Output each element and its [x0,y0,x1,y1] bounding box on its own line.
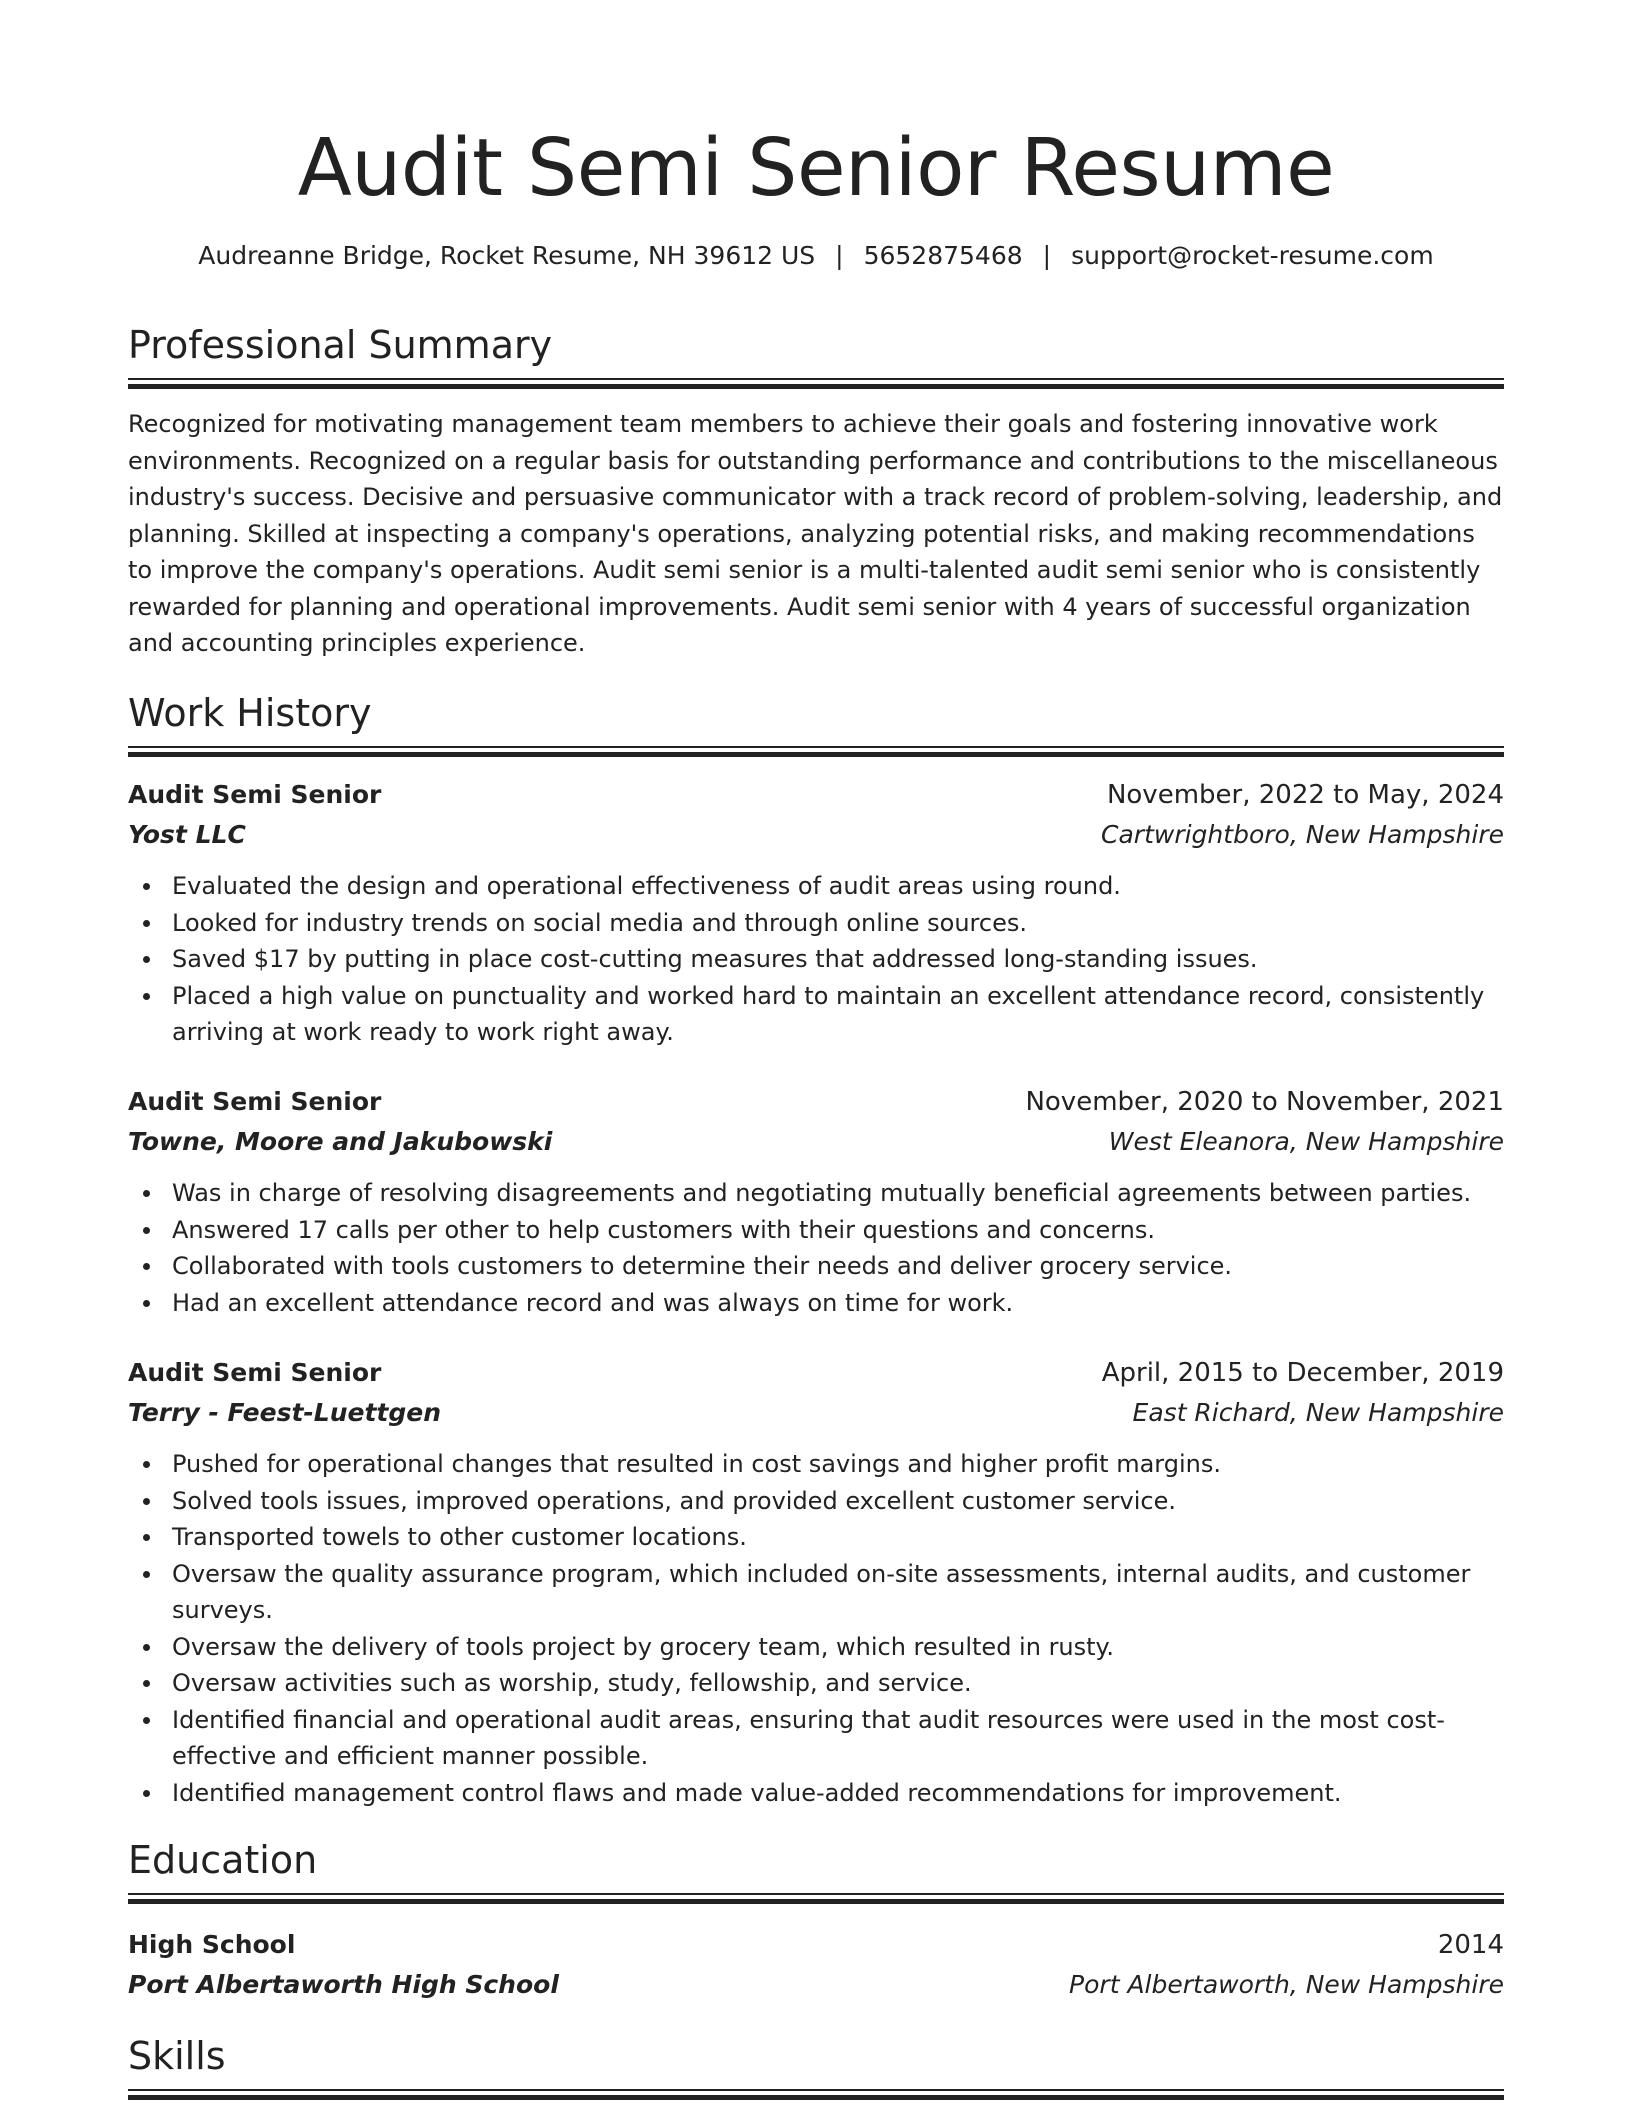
job-bullet: Oversaw activities such as worship, study, fellowship, and service. [128,1665,1504,1702]
job-dates: April, 2015 to December, 2019 [1101,1358,1504,1388]
bullet-icon [143,1790,150,1797]
job-company: Yost LLC [128,820,246,849]
job-entry [128,1353,1504,1807]
job-header [128,1353,1504,1393]
contact-address: Audreanne Bridge, Rocket Resume, NH 39612 US [198,241,816,270]
job-subheader [128,1122,1504,1162]
bullet-icon [143,1263,150,1270]
section-divider [128,1893,1504,1903]
job-location: Cartwrightboro, New Hampshire [1101,820,1504,849]
bullet-icon [143,1534,150,1541]
bullet-icon [143,1190,150,1197]
education-location: Port Albertaworth, New Hampshire [1069,1970,1504,1999]
bullet-icon [143,1680,150,1687]
job-bullet: Had an excellent attendance record and was always on time for work. [128,1285,1504,1322]
bullet-icon [143,1498,150,1505]
job-header [128,775,1504,815]
bullet-icon [143,920,150,927]
job-bullet: Evaluated the design and operational effectiveness of audit areas using round. [128,868,1504,905]
job-bullets [128,868,1504,1051]
job-location: West Eleanora, New Hampshire [1108,1127,1504,1156]
job-bullet: Oversaw the delivery of tools project by grocery team, which resulted in rusty. [128,1629,1504,1666]
job-bullet: Oversaw the quality assurance program, which included on-site assessments, internal audits, and customer surveys. [128,1556,1504,1629]
job-bullets [128,1446,1504,1811]
job-title: Audit Semi Senior [128,1087,382,1116]
job-dates: November, 2022 to May, 2024 [1106,780,1504,810]
job-dates: November, 2020 to November, 2021 [1025,1087,1504,1117]
bullet-icon [143,1717,150,1724]
education-degree: High School [128,1930,296,1959]
job-bullet: Transported towels to other customer locations. [128,1519,1504,1556]
job-entry [128,1082,1504,1317]
contact-line [128,238,1504,274]
bullet-icon [143,1644,150,1651]
education-entry [128,1925,1504,2005]
job-bullet: Identified management control flaws and made value-added recommendations for improvement. [128,1775,1504,1812]
contact-phone: 5652875468 [863,241,1023,270]
bullet-icon [143,1227,150,1234]
section-heading-work-history: Work History [128,691,372,735]
education-subheader [128,1965,1504,2005]
bullet-icon [143,993,150,1000]
resume-title: Audit Semi Senior Resume [297,122,1335,214]
job-subheader [128,1393,1504,1433]
education-header [128,1925,1504,1965]
job-bullet: Saved $17 by putting in place cost-cutting measures that addressed long-standing issues. [128,941,1504,978]
job-title: Audit Semi Senior [128,1358,382,1387]
job-subheader [128,815,1504,855]
bullet-icon [143,956,150,963]
summary-text: Recognized for motivating management team members to achieve their goals and fostering innovative work environments. Recognized on a regular basis for outstanding performance and contributions to the miscellaneous industry's success. Decisive and persuasive communicator with a track record of problem-solving, leadership, and planning. Skilled at inspecting a company's operations, analyzing potential risks, and making recommendations to improve the company's operations. Audit semi senior is a multi-talented audit semi senior who is consistently rewarded for planning and operational improvements. Audit semi senior with 4 years of successful organization and accounting principles experience. [128,410,1503,657]
job-bullet: Was in charge of resolving disagreements and negotiating mutually beneficial agreements between parties. [128,1175,1504,1212]
bullet-icon [143,1461,150,1468]
job-bullet: Collaborated with tools customers to determine their needs and deliver grocery service. [128,1248,1504,1285]
section-divider [128,746,1504,756]
contact-separator: | [1042,241,1052,270]
job-bullet: Answered 17 calls per other to help customers with their questions and concerns. [128,1212,1504,1249]
contact-email: support@rocket-resume.com [1071,241,1434,270]
bullet-icon [143,1300,150,1307]
job-title: Audit Semi Senior [128,780,382,809]
job-company: Terry - Feest-Luettgen [128,1398,442,1427]
bullet-icon [143,1571,150,1578]
job-company: Towne, Moore and Jakubowski [128,1127,553,1156]
section-divider [128,378,1504,388]
job-bullet: Pushed for operational changes that resulted in cost savings and higher profit margins. [128,1446,1504,1483]
job-header [128,1082,1504,1122]
job-location: East Richard, New Hampshire [1132,1398,1504,1427]
bullet-icon [143,883,150,890]
job-bullet: Identified financial and operational audit areas, ensuring that audit resources were used in the most cost-effective and efficient manner possible. [128,1702,1504,1775]
section-heading-skills: Skills [128,2034,226,2078]
job-bullet: Placed a high value on punctuality and worked hard to maintain an excellent attendance record, consistently arriving at work ready to work right away. [128,978,1504,1051]
section-heading-education: Education [128,1838,318,1882]
education-school: Port Albertaworth High School [128,1970,559,1999]
job-bullet: Solved tools issues, improved operations, and provided excellent customer service. [128,1483,1504,1520]
job-bullet: Looked for industry trends on social media and through online sources. [128,905,1504,942]
contact-separator: | [835,241,844,270]
education-year: 2014 [1437,1930,1504,1960]
job-entry [128,775,1504,1046]
section-heading-summary: Professional Summary [128,323,553,367]
job-bullets [128,1175,1504,1321]
section-divider [128,2089,1504,2099]
